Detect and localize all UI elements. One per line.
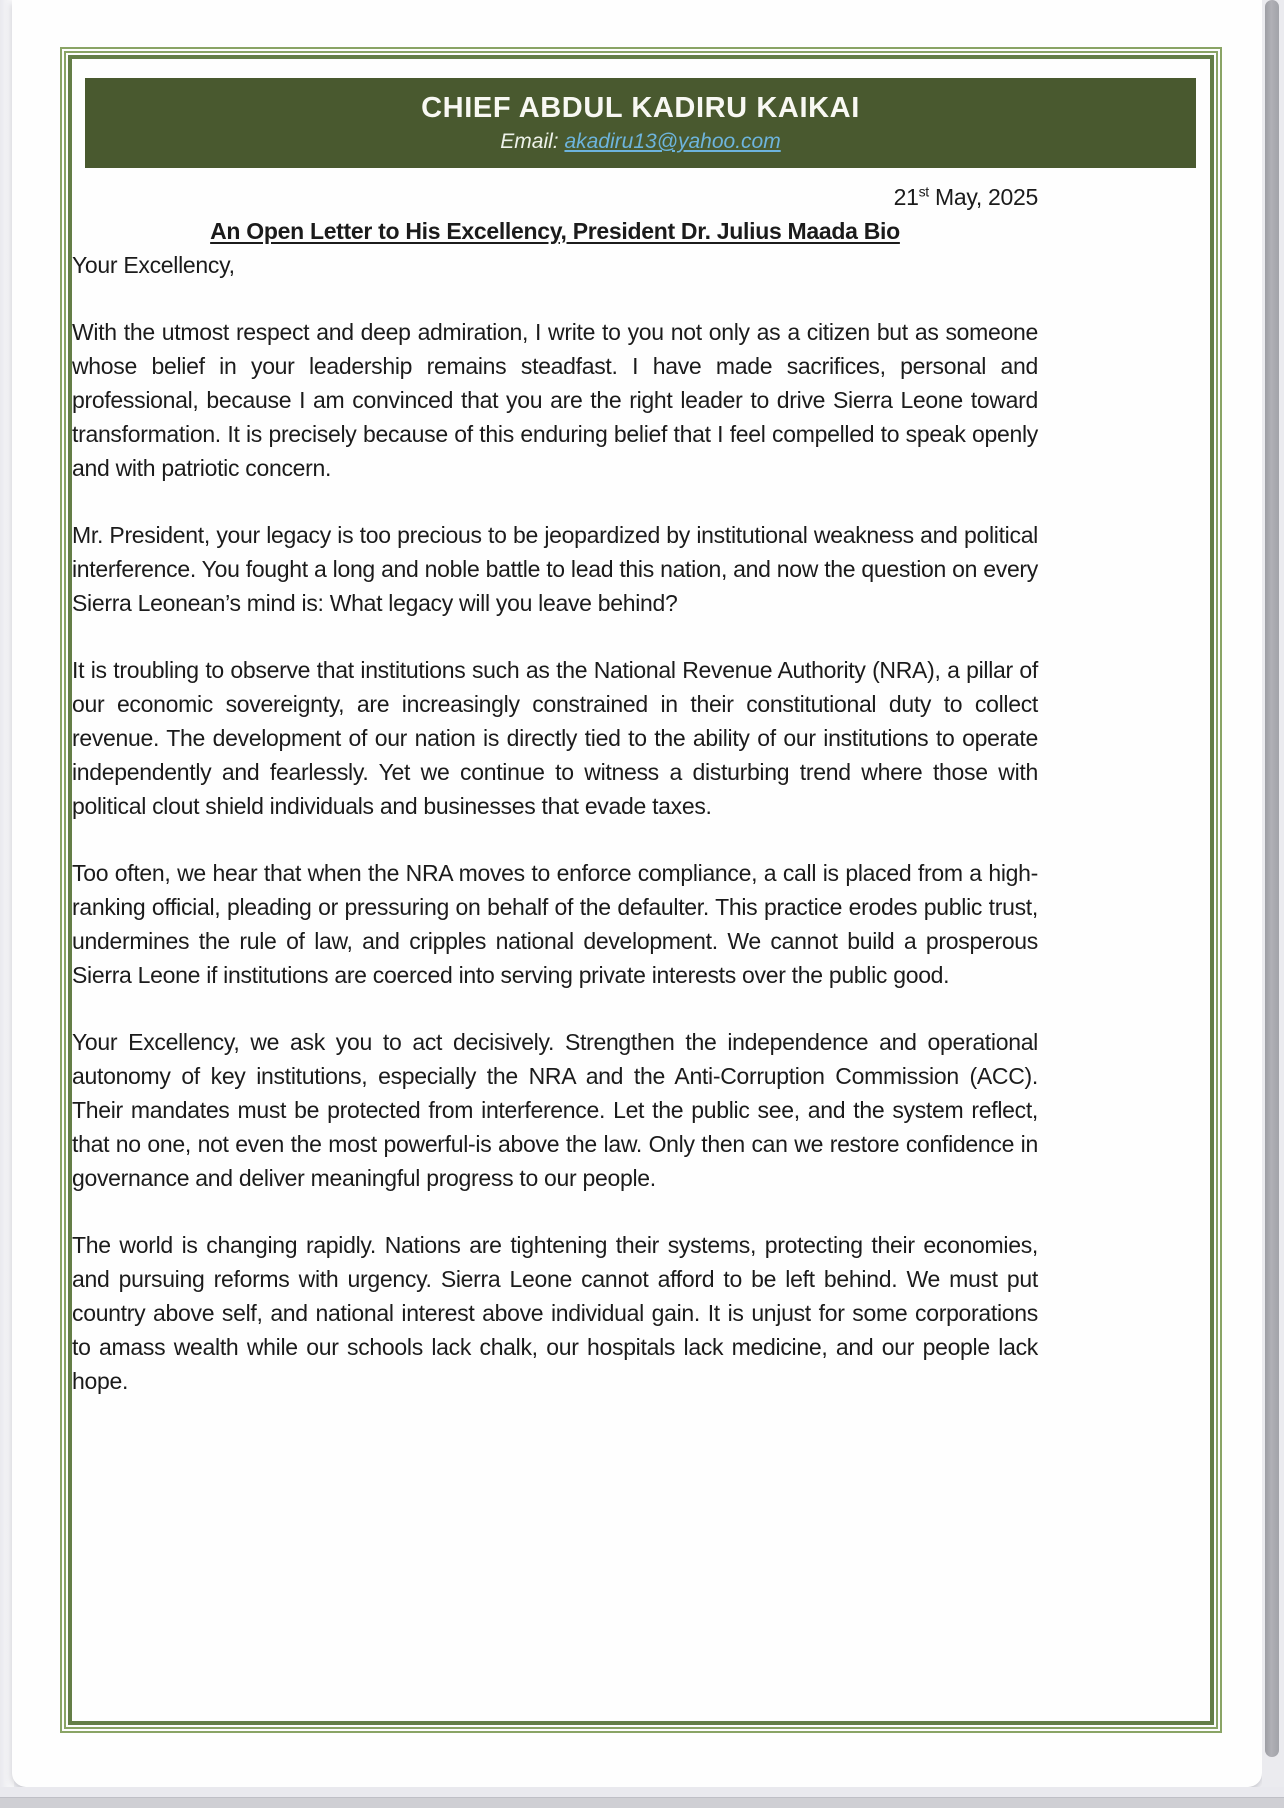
paragraph: Too often, we hear that when the NRA moves to enforce compliance, a call is placed from a high-ranking official, pleading or pressuring on behalf of the defaulter. This practice erodes public trust, undermines the rule of law, and cripples national development. We cannot build a prosperous Sierra Leone if institutions are coerced into serving private interests over the public good. [72, 860, 1038, 988]
next-page-edge [0, 1797, 1284, 1808]
date-superscript: st [918, 183, 929, 200]
paragraph: Your Excellency, we ask you to act decisively. Strengthen the independence and operational autonomy of key institutions, especially the NRA and the Anti-Corruption Commission (ACC). Their mandates must be protected from interference. Let the public see, and the system reflect, that no one, not even the most powerful-is above the law. Only then can we restore confidence in governance and deliver meaningful progress to our people. [72, 1029, 1038, 1191]
email-label: Email: [500, 130, 565, 153]
date-rest: May, 2025 [928, 184, 1038, 210]
email-line [500, 130, 780, 154]
email-link[interactable]: akadiru13@yahoo.com [564, 130, 781, 153]
header-banner [85, 78, 1196, 168]
paragraph: The world is changing rapidly. Nations are tightening their systems, protecting their economies, and pursuing reforms with urgency. Sierra Leone cannot afford to be left behind. We must put country above self, and national interest above individual gain. It is unjust for some corporations to amass wealth while our schools lack chalk, our hospitals lack medicine, and our people lack hope. [72, 1232, 1038, 1394]
date-day: 21 [893, 184, 919, 210]
scrollbar[interactable] [1262, 0, 1284, 1787]
letter-title: An Open Letter to His Excellency, President Dr. Julius Maada Bio [210, 218, 900, 244]
paragraph: Mr. President, your legacy is too precious to be jeopardized by institutional weakness and political interference. You fought a long and noble battle to lead this nation, and now the question on every Sierra Leonean’s mind is: What legacy will you leave behind? [72, 522, 1038, 616]
scrollbar-thumb[interactable] [1265, 0, 1279, 1757]
letter-date [72, 180, 1038, 214]
author-name: CHIEF ABDUL KADIRU KAIKAI [421, 92, 860, 124]
letter-body [72, 180, 1038, 1398]
salutation: Your Excellency, [72, 252, 235, 278]
paragraph: It is troubling to observe that institutions such as the National Revenue Authority (NRA), a pillar of our economic sovereignty, are increasingly constrained in their constitutional duty to collect revenue. The development of our nation is directly tied to the ability of our institutions to operate independently and fearlessly. Yet we continue to witness a disturbing trend where those with political clout shield individuals and businesses that evade taxes. [72, 657, 1038, 819]
viewer-background-band [0, 1787, 1284, 1797]
paragraph: With the utmost respect and deep admiration, I write to you not only as a citizen but as someone whose belief in your leadership remains steadfast. I have made sacrifices, personal and professional, because I am convinced that you are the right leader to drive Sierra Leone toward transformation. It is precisely because of this enduring belief that I feel compelled to speak openly and with patriotic concern. [72, 319, 1038, 481]
document-page [12, 0, 1262, 1787]
